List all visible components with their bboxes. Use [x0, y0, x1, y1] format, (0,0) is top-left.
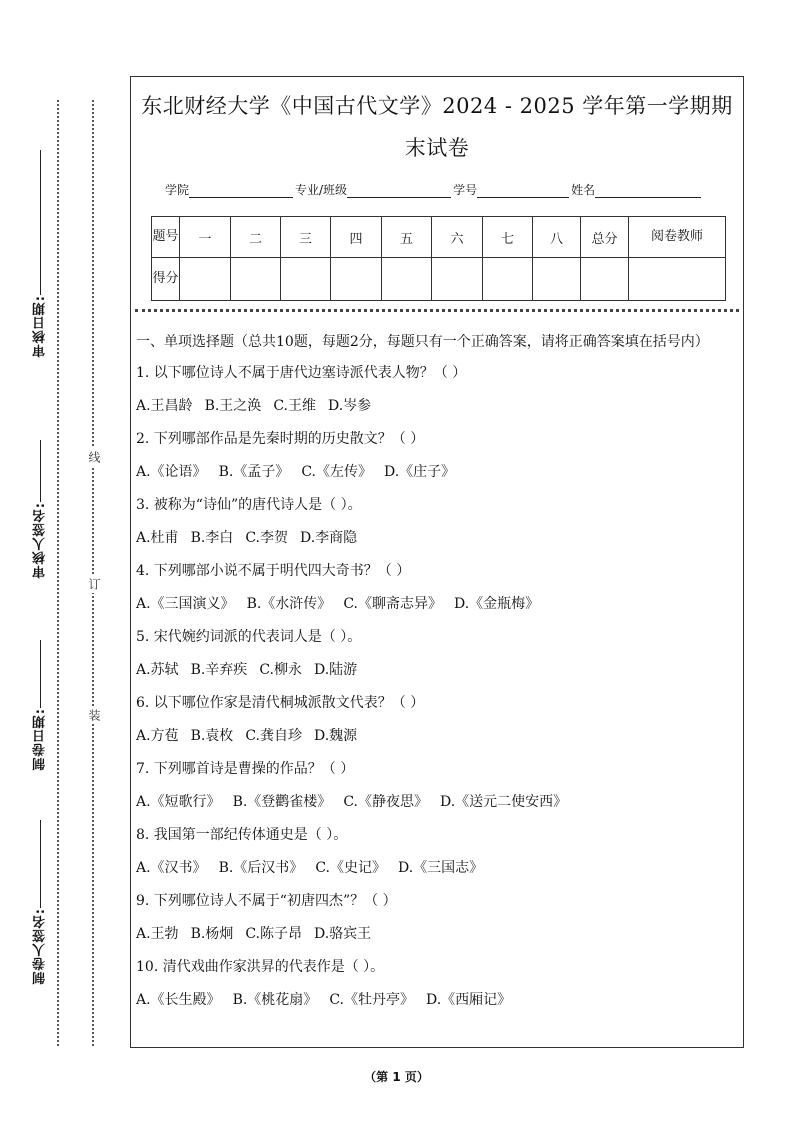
review-date-label: 审核日期: [32, 295, 48, 358]
score-col-5: 五 [382, 217, 432, 258]
question-options [136, 593, 737, 626]
score-table [151, 216, 726, 301]
score-cell[interactable] [581, 258, 629, 301]
score-col-8: 八 [533, 217, 581, 258]
question-options [136, 659, 737, 692]
student-id-field[interactable] [477, 185, 569, 198]
score-row-label: 得分 [152, 258, 180, 301]
score-cell[interactable] [629, 258, 726, 301]
binding-mark-bind: 装 [86, 706, 103, 724]
score-col-6: 六 [432, 217, 483, 258]
prepare-date-line [40, 640, 41, 708]
signature-column [20, 0, 60, 1122]
option-c: C.龚自珍 [245, 728, 302, 744]
option-c: C.《静夜思》 [343, 794, 428, 810]
option-b: B.袁枚 [190, 728, 234, 744]
option-d: D.《庄子》 [383, 464, 456, 480]
option-b: B.李白 [190, 530, 234, 546]
question-stem: 6. 以下哪位作家是清代桐城派散文代表？（ ） [136, 695, 425, 711]
college-label: 学院 [165, 183, 190, 197]
option-d: D.《三国志》 [397, 860, 484, 876]
score-cell[interactable] [331, 258, 382, 301]
option-a: A.苏轼 [136, 662, 179, 678]
score-cell[interactable] [533, 258, 581, 301]
option-b: B.辛弃疾 [190, 662, 248, 678]
option-c: C.《左传》 [301, 464, 372, 480]
option-d: D.李商隐 [299, 530, 358, 546]
question-stem: 2. 下列哪部作品是先秦时期的历史散文？（ ） [136, 431, 425, 447]
score-value-row [152, 258, 726, 301]
major-class-field[interactable] [347, 185, 451, 198]
option-c: C.《牡丹亭》 [329, 992, 414, 1008]
option-b: B.《水浒传》 [246, 596, 332, 612]
preparer-signature-label: 制卷人签名: [32, 908, 48, 985]
option-b: B.王之涣 [204, 398, 262, 414]
cut-line-outer [57, 100, 59, 1046]
section-heading: 一、单项选择题（总共10题，每题2分，每题只有一个正确答案，请将正确答案填在括号内） [136, 334, 709, 350]
question-stem: 8. 我国第一部纪传体通史是（ ）。 [136, 827, 348, 843]
option-c: C.《史记》 [315, 860, 386, 876]
option-c: C.王维 [273, 398, 316, 414]
question-stem: 3. 被称为“诗仙”的唐代诗人是（ ）。 [136, 497, 362, 513]
question-options [136, 857, 737, 890]
binding-mark-staple: 订 [86, 575, 103, 593]
separator-line [135, 309, 739, 312]
option-c: C.李贺 [245, 530, 288, 546]
score-col-3: 三 [281, 217, 331, 258]
option-a: A.《三国演义》 [136, 596, 235, 612]
question-list [136, 362, 737, 1022]
binding-mark-line: 线 [86, 448, 103, 466]
student-id-label: 学号 [453, 183, 478, 197]
score-col-2: 二 [231, 217, 281, 258]
option-b: B.《孟子》 [218, 464, 290, 480]
option-a: A.《短歌行》 [136, 794, 221, 810]
question-options [136, 791, 737, 824]
name-field[interactable] [595, 185, 701, 198]
score-cell[interactable] [281, 258, 331, 301]
question-options [136, 461, 737, 494]
cut-line-inner [92, 100, 94, 1046]
reviewer-signature-field [20, 440, 60, 578]
score-col-4: 四 [331, 217, 382, 258]
question-options [136, 989, 737, 1022]
option-d: D.《送元二使安西》 [439, 794, 568, 810]
option-c: C.《聊斋志异》 [343, 596, 442, 612]
option-a: A.杜甫 [136, 530, 179, 546]
option-a: A.方苞 [136, 728, 179, 744]
name-label: 姓名 [571, 183, 596, 197]
option-a: A.王昌龄 [136, 398, 193, 414]
review-date-field [20, 150, 60, 357]
score-col-1: 一 [180, 217, 231, 258]
exam-frame [130, 76, 744, 1048]
review-date-line [40, 150, 41, 295]
college-field[interactable] [189, 185, 293, 198]
option-b: B.《登鹳雀楼》 [232, 794, 332, 810]
option-b: B.《桃花扇》 [232, 992, 318, 1008]
option-d: D.《西厢记》 [425, 992, 512, 1008]
reviewer-signature-label: 审核人签名: [32, 502, 48, 579]
question-options [136, 725, 737, 758]
question-stem: 5. 宋代婉约词派的代表词人是（ ）。 [136, 629, 362, 645]
option-c: C.柳永 [259, 662, 302, 678]
preparer-signature-field [20, 820, 60, 984]
question-stem: 4. 下列哪部小说不属于明代四大奇书？（ ） [136, 563, 411, 579]
question-options [136, 395, 737, 428]
option-b: B.杨炯 [190, 926, 234, 942]
question-number-header: 题号 [152, 217, 180, 258]
prepare-date-label: 制卷日期: [32, 708, 48, 771]
option-a: A.《论语》 [136, 464, 207, 480]
score-cell[interactable] [432, 258, 483, 301]
score-header-row [152, 217, 726, 258]
question-stem: 10. 清代戏曲作家洪昇的代表作是（ ）。 [136, 959, 385, 975]
question-stem: 1. 以下哪位诗人不属于唐代边塞诗派代表人物？（ ） [136, 365, 467, 381]
option-d: D.陆游 [313, 662, 358, 678]
student-info-row [165, 181, 743, 198]
question-stem: 7. 下列哪首诗是曹操的作品？（ ） [136, 761, 355, 777]
preparer-signature-line [40, 820, 41, 908]
question-section [136, 331, 737, 1022]
option-a: A.《长生殿》 [136, 992, 221, 1008]
score-cell[interactable] [382, 258, 432, 301]
page-number: （第 1 页） [364, 1070, 429, 1084]
major-class-label: 专业/班级 [295, 183, 348, 197]
option-b: B.《后汉书》 [218, 860, 304, 876]
score-cell[interactable] [483, 258, 533, 301]
option-c: C.陈子昂 [245, 926, 302, 942]
option-d: D.《金瓶梅》 [453, 596, 540, 612]
score-col-total: 总分 [581, 217, 629, 258]
score-col-grader: 阅卷教师 [629, 217, 726, 258]
option-a: A.《汉书》 [136, 860, 207, 876]
option-d: D.骆宾王 [313, 926, 372, 942]
question-stem: 9. 下列哪位诗人不属于“初唐四杰”？（ ） [136, 893, 397, 909]
reviewer-signature-line [40, 440, 41, 502]
option-d: D.岑参 [327, 398, 372, 414]
option-d: D.魏源 [313, 728, 358, 744]
question-options [136, 527, 737, 560]
exam-title: 东北财经大学《中国古代文学》2024 - 2025 学年第一学期期末试卷 [141, 94, 733, 160]
prepare-date-field [20, 640, 60, 770]
score-cell[interactable] [180, 258, 231, 301]
question-options [136, 923, 737, 956]
option-a: A.王勃 [136, 926, 179, 942]
score-col-7: 七 [483, 217, 533, 258]
score-cell[interactable] [231, 258, 281, 301]
